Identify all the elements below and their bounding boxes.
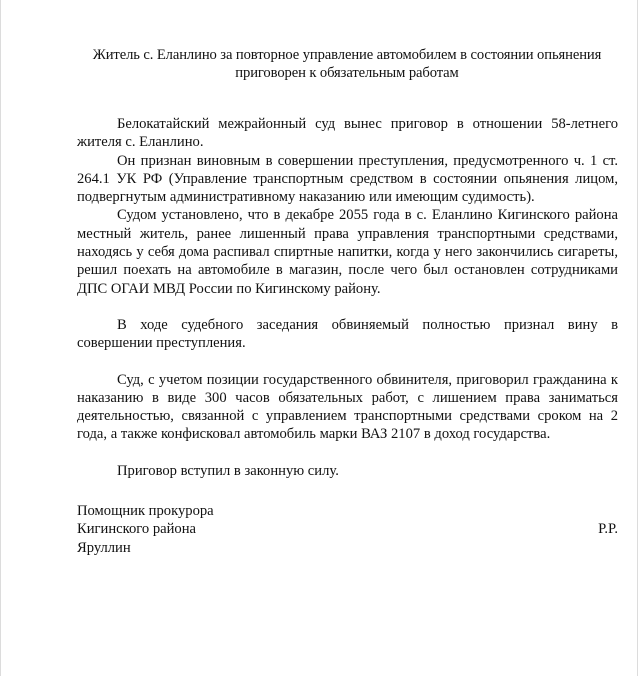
spacer [77,353,618,371]
spacer [77,444,618,462]
spacer [77,298,618,316]
paragraph-charge: Он признан виновным в совершении преступления, предусмотренного ч. 1 ст. 264.1 УК РФ (Управление транспортным средством в состоянии опьянения лицом, подвергнутым административному наказанию или имеющим судимость). [77,152,618,206]
paragraph-plea: В ходе судебного заседания обвиняемый полностью признал вину в совершении преступления. [77,316,618,352]
signature-position: Помощник прокурора [77,503,214,519]
signature-surname: Яруллин [77,539,131,556]
paragraph-effective: Приговор вступил в законную силу. [117,462,339,479]
paragraph-sentence: Суд, с учетом позиции государственного обвинителя, приговорил гражданина к наказанию в виде 300 часов обязательных работ, с лишением права заниматься деятельностью, связанной с управлением транспортными средствами сроком на 2 года, а также конфисковал автомобиль марки ВАЗ 2107 в доход государства. [77,371,618,443]
signature-district: Кигинского района [77,521,197,538]
document-body [77,115,618,480]
document-title: Житель с. Еланлино за повторное управление автомобилем в состоянии опьянения приговорен к обязательным работам [92,47,602,81]
paragraph-verdict: Белокатайский межрайонный суд вынес приговор в отношении 58-летнего жителя с. Еланлино. [77,116,618,151]
paragraph-circumstances: Судом установлено, что в декабре 2055 года в с. Еланлино Кигинского района местный житель, ранее лишенный права управления транспортными средствами, находясь у себя дома распивал спиртные напитки, когда у него закончились сигареты, решил поехать на автомобиле в магазин, после чего был остановлен сотрудниками ДПС ОГАИ МВД России по Кигинскому району. [77,207,618,297]
signature-initials: Р.Р. [598,521,618,538]
signature-block [77,502,618,557]
signature-row [77,520,618,538]
